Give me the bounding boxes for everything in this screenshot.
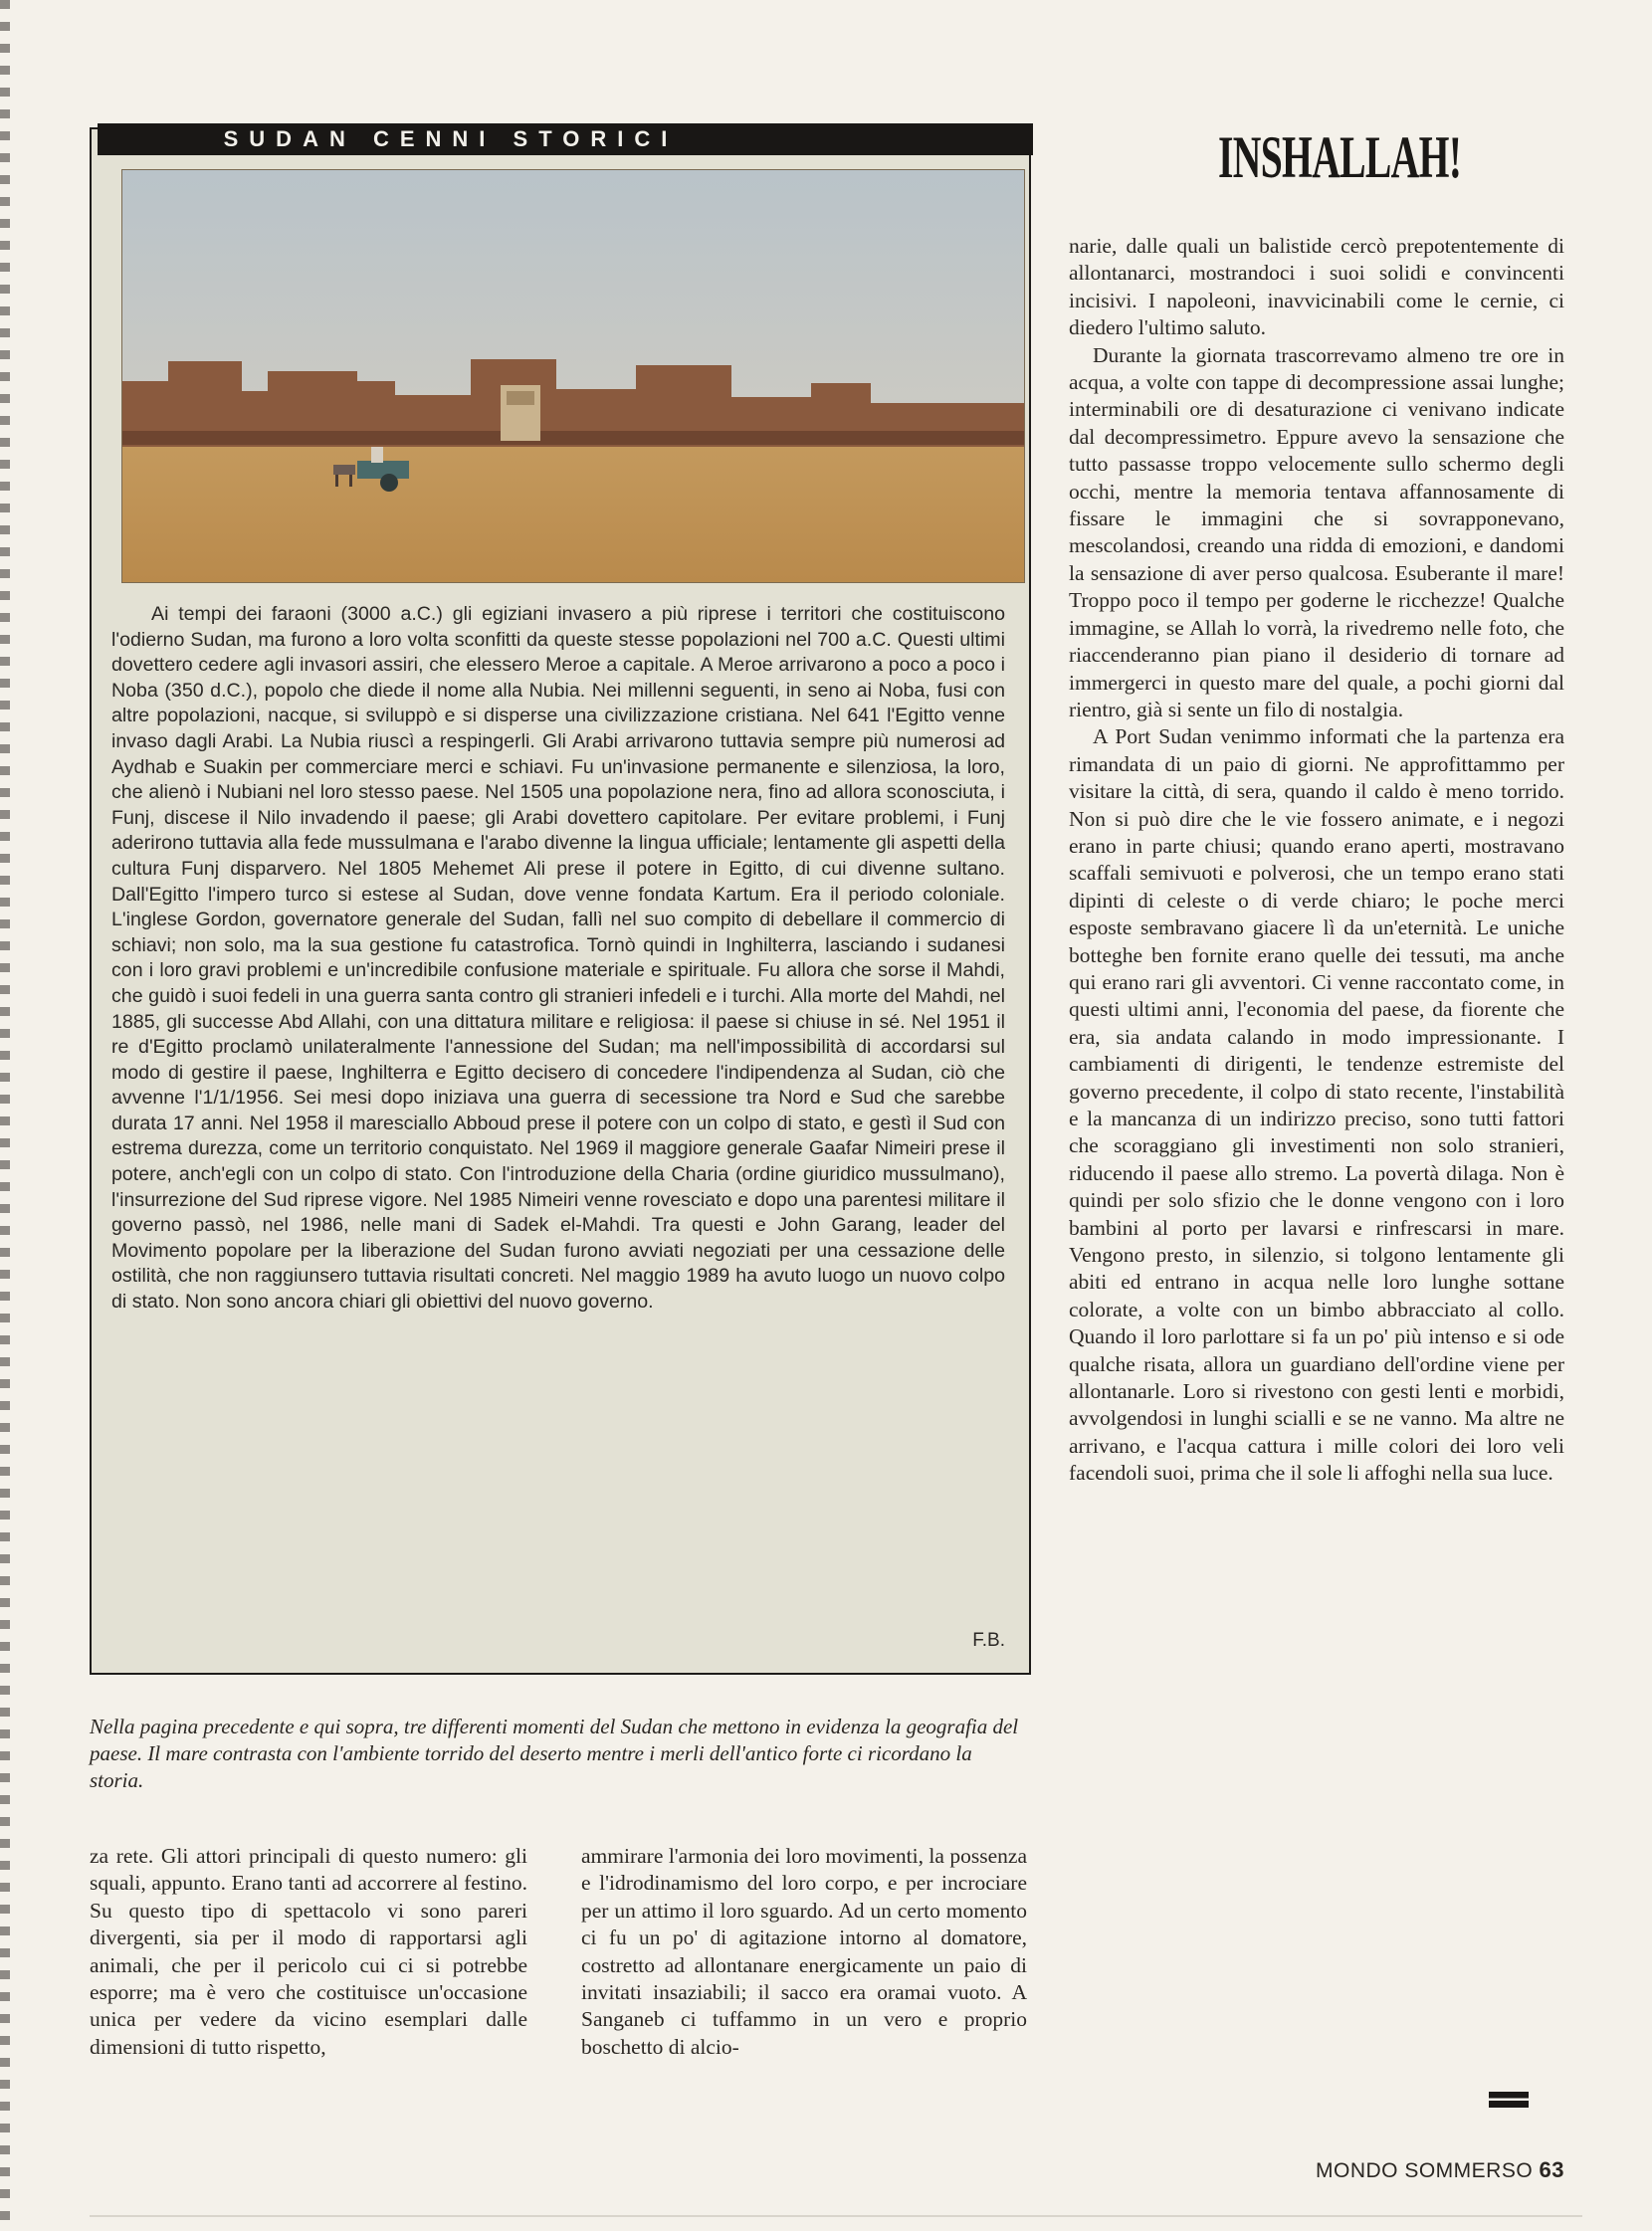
article-paragraph: za rete. Gli attori principali di questo numero: gli squali, appunto. Erano tanti ad accorrere al festino. Su questo tipo di spettacolo vi sono pareri divergenti, sia per il modo di rapportarsi agli animali, che per il pericolo cui ci si potrebbe esporre; ma è vero che costituisce un'occasione unica per vedere da vicino esemplari dalle dimensioni di tutto rispetto, bbox=[90, 1844, 527, 2059]
sidebar-header: SUDAN CENNI STORICI bbox=[98, 123, 1033, 155]
photo-illustration bbox=[122, 170, 1024, 582]
article-paragraph: A Port Sudan venimmo informati che la partenza era rimandata di un paio di giorni. Ne approfittammo per visitare la città, di sera, quando il caldo è meno torrido. Non si può dire che le vie fossero animate, e i negozi erano in parte chiusi; quando erano aperti, mostravano scaffali semivuoti e polverosi, che un tempo erano stati dipinti di celeste o di verde chiaro; le poche merci esposte sembravano giacere lì da un'eternità. Le uniche botteghe ben fornite erano quelle dei tessuti, ma anche qui erano rari gli avventori. Ci venne raccontato come, in questi ultimi anni, l'economia del paese, da fiorente che era, sia andata calando in modo impressionante. I cambiamenti di dirigenti, le tendenze estremiste del governo precedente, il colpo di stato recente, l'instabilità e la mancanza di un indirizzo preciso, sono tutti fattori che scoraggiano gli investimenti non solo stranieri, riducendo il paese allo stremo. La povertà dilaga. Non è quindi per solo sfizio che le donne vengono con i loro bambini al porto per lavarsi e rinfrescarsi in mare. Vengono presto, in silenzio, si tolgono lentamente gli abiti ed entrano in acqua nelle loro lunghe sottane colorate, a volte con un bimbo abbracciato al collo. Quando il loro parlottare si fa un po' più intenso e si ode qualche risata, allora un guardiano dell'ordine viene per allontanarle. Loro si rivestono con gesti lenti e morbidi, avvolgendosi in lunghi scialli e se ne vanno. Ma altre ne arrivano, e l'acqua cattura i mille colori dei loro veli facendoli suoi, prima che il sole li affoghi nella sua luce. bbox=[1069, 724, 1564, 1486]
article-column-right bbox=[1069, 233, 1564, 1488]
page-number: 63 bbox=[1539, 2157, 1564, 2182]
article-column-bottom-middle bbox=[581, 1843, 1027, 2061]
scan-edge bbox=[0, 0, 10, 2231]
article-column-bottom-left bbox=[90, 1843, 527, 2061]
article-end-mark-icon bbox=[1489, 2092, 1529, 2108]
photo-caption: Nella pagina precedente e qui sopra, tre differenti momenti del Sudan che mettono in evidenza la geografia del paese. Il mare contrasta con l'ambiente torrido del deserto mentre i merli dell'antico forte ci ricordano la storia. bbox=[90, 1715, 1019, 1792]
sidebar-history-text bbox=[111, 602, 1005, 1316]
magazine-name: MONDO SOMMERSO bbox=[1316, 2159, 1534, 2182]
article-headline: INSHALLAH! bbox=[1218, 124, 1462, 190]
desert-fort-photo bbox=[121, 169, 1025, 583]
article-paragraph: Durante la giornata trascorrevamo almeno tre ore in acqua, a volte con tappe di decompressione assai lunghe; interminabili ore di desaturazione ci venivano indicate dal decompressimetro. Eppure avevo la sensazione che tutto passasse troppo velocemente sullo schermo degli occhi, mentre la memoria tentava affannosamente di fissare le immagini che si sovrapponevano, mescolandosi, creando una ridda di emozioni, e dandomi la sensazione di aver perso qualcosa. Esuberante il mare! Troppo poco il tempo per goderne le ricchezze! Qualche immagine, se Allah lo vorrà, la rivedremo nelle foto, che riaccenderanno pian piano il desiderio di tornare ad immergerci in questo mare del quale, a pochi giorni dal rientro, già si sente un filo di nostalgia. bbox=[1069, 342, 1564, 721]
sidebar-paragraph: Ai tempi dei faraoni (3000 a.C.) gli egiziani invasero a più riprese i territori che costituiscono l'odierno Sudan, ma furono a loro volta sconfitti da queste stesse popolazioni nel 700 a.C. Questi ultimi dovettero cedere agli invasori assiri, che elessero Meroe a capitale. A Meroe arrivarono a poco a poco i Noba (350 d.C.), popolo che diede il nome alla Nubia. Nei millenni seguenti, in seno ai Noba, fusi con altre popolazioni, nacque, si sviluppò e si disperse una civilizzazione cristiana. Nel 641 l'Egitto venne invaso dagli Arabi. La Nubia riuscì a respingerli. Gli Arabi arrivarono tuttavia sempre più numerosi ad Aydhab e Suakin per commerciare merci e schiavi. Fu un'invasione permanente e silenziosa, la loro, che alienò i Nubiani nel loro stesso paese. Nel 1505 una popolazione nera, fino ad allora sconosciuta, i Funj, discese il Nilo invadendo il paese; gli Arabi dovettero capitolare. Per evitare problemi, i Funj aderirono tuttavia alla fede mussulmana e l'arabo divenne la lingua ufficiale; lentamente gli aspetti della cultura Funj disparvero. Nel 1805 Mehemet Ali prese il potere in Egitto, di cui divenne sultano. Dall'Egitto l'impero turco si estese al Sudan, dove venne fondata Kartum. Era il periodo coloniale. L'inglese Gordon, governatore generale del Sudan, fallì nel suo compito di debellare il commercio di schiavi; non solo, ma la sua gestione fu catastrofica. Tornò quindi in Inghilterra, lasciando i sudanesi con i loro gravi problemi e un'incredibile confusione materiale e spirituale. Fu allora che sorse il Mahdi, che guidò i suoi fedeli in una guerra santa contro gli stranieri infedeli e i turchi. Alla morte del Mahdi, nel 1885, gli successe Abd Allahi, con una dittatura militare e religiosa: il paese si chiuse in sé. Nel 1951 il re d'Egitto proclamò unilateralmente l'annessione del Sudan; ma nell'impossibilità di accordarsi sul modo di gestire il paese, Inghilterra e Egitto decisero di concedere l'indipendenza al Sudan, ciò che avvenne l'1/1/1956. Sei mesi dopo iniziava una guerra di secessione tra Nord e Sud che sarebbe durata 17 anni. Nel 1958 il maresciallo Abboud prese il potere con un colpo di stato, e gestì il Sud con estrema durezza, come un territorio conquistato. Nel 1969 il maggiore generale Gaafar Nimeiri prese il potere, anch'egli con un colpo di stato. Con l'introduzione della Charia (ordine giuridico mussulmano), l'insurrezione del Sud riprese vigore. Nel 1985 Nimeiri venne rovesciato e dopo una parentesi militare il governo passò, nel 1986, nelle mani di Sadek el-Mahdi. Tra questi e John Garang, leader del Movimento popolare per la liberazione del Sudan furono avviati negoziati per una cessazione delle ostilità, che non raggiunsero tuttavia risultati concreti. Nel maggio 1989 ha avuto luogo un nuovo colpo di stato. Non sono ancora chiari gli obiettivi del nuovo governo. bbox=[111, 603, 1005, 1314]
article-paragraph: narie, dalle quali un balistide cercò prepotentemente di allontanarci, mostrandoci i suoi solidi e convincenti incisivi. I napoleoni, inavvicinabili come le cernie, ci diedero l'ultimo saluto. bbox=[1069, 234, 1564, 340]
sidebar-signature: F.B. bbox=[972, 1630, 1005, 1651]
page-footer bbox=[1236, 2157, 1564, 2183]
article-paragraph: ammirare l'armonia dei loro movimenti, la possenza e l'idrodinamismo del loro corpo, e per incrociare per un attimo il loro sguardo. Ad un certo momento ci fu un po' di agitazione intorno al domatore, costretto ad allontanare energicamente un paio di invitati insaziabili; il sacco era oramai vuoto. A Sanganeb ci tuffammo in un vero e proprio boschetto di alcio- bbox=[581, 1844, 1027, 2059]
scan-bottom-line bbox=[90, 2215, 1582, 2217]
